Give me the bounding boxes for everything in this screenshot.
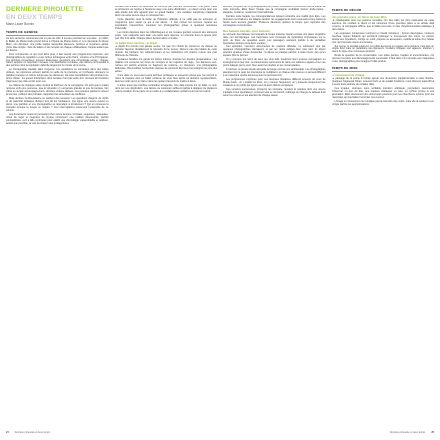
paragraph: Pendant ces années, le répertoire se construit par couches successives. Une pièce créée au printemps est reprise à l'automne avec une autre distribution ; un décor conçu pour une salle étroite doit être agrandi pour un grand théâtre ; une variation supprimée réapparaît dans une autre œuvre sous un nouveau titre. — [114, 6, 217, 17]
paragraph: Le chorégraphe travaille dans l'urgence. Les répétitions se succèdent dans des salles prêtées, les costumes arrivent parfois la veille de la première, et l'orchestre découvre la partition presque en même temps que les danseurs. De cette précipitation naît pourtant une forme d'élan : les jeunes interprètes, dont certains n'ont pas seize ans, trouvent là l'occasion d'éprouver des rôles écrits pour eux. — [6, 68, 109, 84]
text-columns — [6, 6, 434, 426]
paragraph: On y retrouve les noms de ceux qui, plus tard, fonderont leurs propres compagnies ou enseigneront à leur tour. La transmission commence là, dans ces cabines exiguës et sur ces ponts balayés par le vent, bien avant les studios et les conservatoires. — [223, 58, 326, 68]
paragraph: Ces épisodes, rarement documentés de manière officielle, ne subsistent que par quelques photographies d'amateurs et par les récits rédigés bien plus tard. Ils disent pourtant quelque chose d'essentiel : la danse se pratique partout, à toute heure, dès qu'un espace libre le permet. — [223, 45, 326, 58]
column-4 — [332, 6, 435, 426]
paragraph: Derrière cette façade, les correspondances laissent entendre une réalité plus âpre. Les tournées s'enchaînent, les salaires tardent, les engagements sont renouvelés d'une saison à l'autre sans aucune garantie. Plusieurs danseurs quittent la troupe pour rejoindre des compagnies concurrentes. — [223, 14, 326, 27]
paragraph: Pour comprendre ce qui s'est alors joué, il faut revenir aux programmes imprimés, aux photographies de répétition et aux lettres échangées entre Paris, Londres et la Principauté. Les archives conservées, souvent dispersées, dessinent une chronologie serrée : chaque saison apporte un répertoire nouveau, une distribution remaniée, des décors commandés à des peintres dont la réputation déborde largement le monde de la scène. — [6, 52, 109, 68]
paragraph: La collaboration avec les peintres constitue l'un des traits les plus marquants de cette aventure. En confiant le décor et les costumes d'une première pièce à un artiste déjà reconnu, la compagnie affirme que le ballet peut être un lieu d'expérimentation plastique à part entière. — [331, 18, 434, 31]
page-number-left: 24 — [6, 430, 9, 434]
paragraph: Le passage de la scène à l'écran ajoute une dimension supplémentaire à cette histoire. Quelques fragments filmés, souvent brefs et de qualité médiocre, nous donnent aujourd'hui la seule trace animée de certains rôles. — [331, 77, 434, 87]
footer-left — [6, 431, 216, 434]
paragraph: Cette plasticité rend la tâche de l'historien délicate. Il ne suffit pas de retrouver un programme pour savoir ce qui a été dansé : il faut croiser les sources, repérer les annotations manuscrites, comparer les photographies prises à quelques semaines d'intervalle. — [114, 17, 217, 30]
paragraph: La critique de l'époque salue surtout la fraîcheur de la compagnie. On écrit que le ballet retrouve enfin une jeunesse, que la virtuosité n'y est jamais gratuite et que la musique, loin d'être un simple accompagnement, structure chaque tableau. Les journaux parisiens suivent la tournée, publient des portraits, rapportent les anecdotes de coulisses. — [6, 84, 109, 96]
subheading: Un ballet dans l'archive : le dépôt — [114, 42, 158, 46]
paragraph: Sur scène, le résultat surprend. Le public découvre un espace où la peinture n'est plus un simple fond mais un partenaire des danseurs. Certains critiques s'en agacent, d'autres y voient le signe d'un renouveau profond. — [331, 44, 434, 54]
paragraph: À l'arrivée, la presse locale accueille la troupe comme une ambassade. Les photographes attendent sur le quai, les interviews se multiplient, et chaque ville réserve un accueil différent à un répertoire qu'elle découvre pour la première fois. — [223, 68, 326, 78]
author-name: Marie-Laure Bonnin — [6, 22, 34, 26]
page-number-right: 25 — [431, 430, 434, 434]
paragraph: Reste la question de la conservation. Les toiles peintes, fragiles et encombrantes, ont rarement survécu aux déménagements successifs. Il faut alors s'en remettre aux maquettes et aux photographies pour imaginer l'effet produit. — [331, 54, 434, 64]
chapter-title — [6, 6, 109, 21]
footer-right — [224, 431, 434, 434]
column-2 — [115, 6, 218, 426]
paragraph: Ce livre aurait pu commencer par un pas de côté. Il s'ouvre pourtant sur une date : en 1932, le Ballet de Monte-Carlo prend forme à l'Opéra de Monte-Carlo et, à la demande de René Blum, son directeur, une petite équipe rassemble danseurs, peintres et musiciens autour d'une idée simple : faire du ballet un art complet où chaque collaborateur compte autant que les autres. — [6, 36, 109, 52]
paragraph: Le dépôt d'un fonds n'est jamais neutre. Ce que l'on choisit de conserver, de classer ou d'écarter façonne durablement la mémoire d'une œuvre. Dans le cas des ballets de cette période, les héritiers, les collectionneurs et les institutions ont chacun retenu une part différente de l'histoire. — [114, 45, 217, 58]
paragraph: Affiches, programmes et photographies de presse constituent la première couche visible de cette mémoire. Elles fixent l'image que la compagnie souhaitait donner d'elle-même : élégante, moderne, résolument internationale. — [223, 6, 326, 14]
paragraph: Les fonds déposés dans les bibliothèques et les musées gardent souvent des éléments isolés : une maquette sans date, une lettre sans réponse, un costume dont on ignore pour quel rôle il fut taillé. Chaque pièce devient alors un indice. — [114, 30, 217, 40]
paragraph: Mais derrière l'enthousiasme se cachent des tensions. Les questions d'argent, de droits et de paternité artistique divisent très tôt les fondateurs. Qui signe une œuvre quand un décor, une partition et une chorégraphie se répondent si étroitement ? Qui en conserve la mémoire lorsque la troupe se sépare ? Ces interrogations traversent l'ensemble de ce volume. — [6, 96, 109, 112]
paragraph: Les esquisses conservées montrent un travail minutieux : formes découpées, couleurs franches, signes flottants qui semblent prolonger le mouvement des corps. Le peintre assiste aux répétitions, corrige un motif, propose un accessoire, modifie la teinte d'un rideau pour qu'il réponde mieux à la lumière. — [331, 31, 434, 44]
page-footer — [6, 428, 434, 436]
paragraph: Certaines familles ont gardé les lettres intimes, d'autres les dessins préparatoires ; les théâtres ont conservé les livres de comptes et les registres de régie ; les danseurs eux-mêmes ont parfois emporté un fragment de costume, un chausson, une photographie dédicacée. Reconstituer l'ensemble suppose de parcourir des lieux très éloignés les uns des autres. — [114, 58, 217, 74]
paragraph: Le souvenir des bateaux sur lesquels la troupe traverse l'océan occupe une place singulière dans ces témoignages. Les traversées sont l'occasion de répétitions improvisées sur le pont, de fêtes, de querelles aussi. Les passagers assistent parfois à de véritables spectacles donnés entre deux escales. — [223, 32, 326, 45]
running-title-right: Dernière pirouette en deux temps — [389, 430, 426, 434]
title-line-2: EN DEUX TEMPS — [6, 13, 63, 21]
subheading: Le mouvement de l'image — [331, 74, 365, 78]
paragraph: L'image en mouvement ne remplace pas la mémoire des corps, mais elle la soutient et en corrige parfois les approximations. — [331, 99, 434, 106]
paragraph: Les programmes imprimés pour ces tournées lointaines diffèrent souvent de ceux de Monte-Carlo : on y traduit les titres, on y résume l'argument, on y présente longuement les créateurs à un public qui ignore tout de leurs débuts européens. — [223, 78, 326, 87]
section-heading: TEMPS DE GENÈSE — [6, 31, 109, 36]
paragraph: Il arrive aussi que l'archive contredise la légende. Une date inscrite sur un billet, un nom barré sur une distribution, une facture de costumier suffisent parfois à déplacer de plusieurs mois la création d'une pièce ou à rendre à un collaborateur oublié la part qui lui revient. — [114, 83, 217, 93]
title-line-1: DERNIÈRE PIROUETTE — [6, 6, 84, 13]
running-title-left: Dernière pirouette en deux temps — [14, 430, 51, 434]
subheading: Mes bateaux interdits, pour mémoire — [223, 29, 270, 33]
section-heading: TEMPS DE DÉCOR — [332, 9, 435, 14]
paragraph: Ces versions successives, lorsqu'on les compare, révèlent la manière dont une œuvre s'adapte à ses spectateurs, comment elle se raccourcit, s'allonge ou change de tableau final selon les scènes et les attentes de chaque saison. — [223, 87, 326, 97]
paragraph: Ces images, tournées sans véritable intention artistique, permettent néanmoins d'observer un port de tête, une manière d'attaquer un saut, un rythme propre à une génération. Elles deviennent des documents précieux pour les chercheurs comme pour les interprètes qui souhaitent remonter ces œuvres. — [331, 86, 434, 99]
section-heading: TEMPS DE MISE — [332, 67, 435, 72]
paragraph: Les documents réunis ici permettent d'en suivre la trace. Contrats, esquisses, maquettes, notes de régie et coupures de presse composent une matière foisonnante, parfois contradictoire, qu'il a fallu confronter pour établir une chronologie vraisemblable et restituer, autant que possible, la voix de chacun des protagonistes. — [6, 112, 109, 125]
column-3 — [223, 6, 326, 426]
column-1 — [6, 6, 109, 426]
subheading: Une première pièce, un décor de Joan Miró — [331, 15, 387, 19]
paragraph: C'est dans ce va-et-vient entre archives publiques et souvenirs privés que l'on perçoit le mieux la manière dont un ballet continue de vivre bien après sa dernière représentation, dans les récits qu'on en fait et dans les gestes transmis de maître à élève. — [114, 74, 217, 83]
